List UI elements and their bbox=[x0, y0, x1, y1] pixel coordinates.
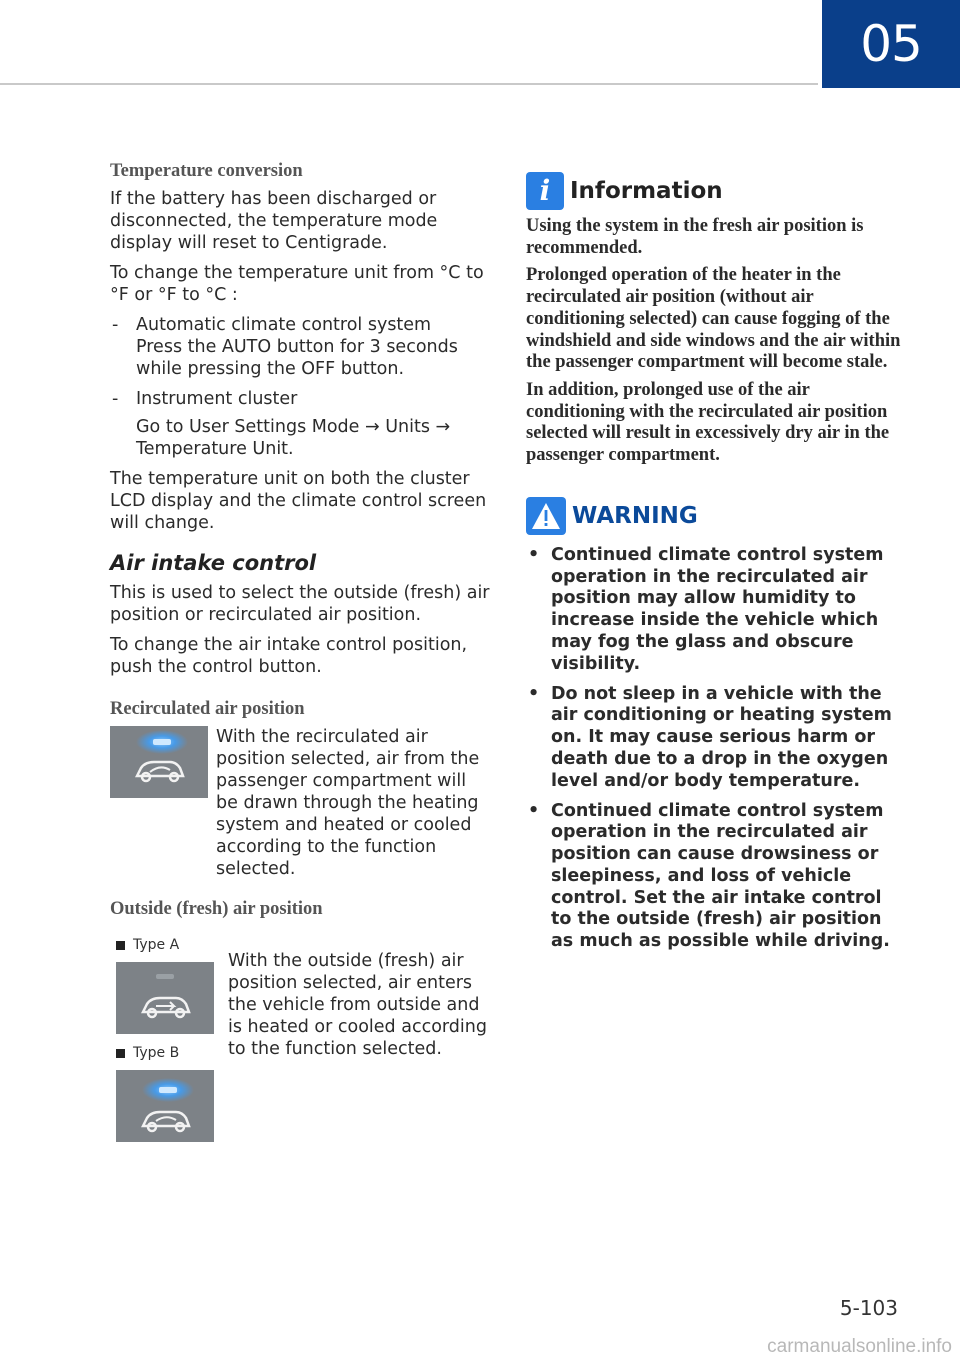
list-item: - Automatic climate control system Press the AUTO button for 3 seconds while pressing the OFF button. bbox=[110, 314, 490, 380]
warning-list bbox=[526, 545, 906, 953]
warning-item: • Do not sleep in a vehicle with the air conditioning or heating system on. It may cause serious harm or death due to a drop in the oxygen level and/or body temperature. bbox=[526, 684, 906, 793]
air-intake-heading: Air intake control bbox=[110, 551, 317, 575]
type-b-label: Type B bbox=[116, 1042, 214, 1064]
information-body bbox=[526, 216, 906, 467]
type-b-button-image bbox=[116, 1070, 214, 1142]
right-column bbox=[526, 160, 906, 961]
temp-para-1: If the battery has been discharged or disconnected, the temperature mode display will reset to Centigrade. bbox=[110, 189, 438, 253]
warning-item: • Continued climate control system operation in the recirculated air position can cause drowsiness or sleepiness, and loss of vehicle control. Set the air intake control to the outside (fresh) air position as much as possible while driving. bbox=[526, 801, 906, 954]
left-column bbox=[110, 160, 490, 1152]
outside-air-text: With the outside (fresh) air position selected, air enters the vehicle from outside and is heated or cooled according to the function selected. bbox=[228, 951, 487, 1059]
type-a-button-image bbox=[116, 962, 214, 1034]
type-images bbox=[110, 926, 214, 1142]
page-number: 5-103 bbox=[839, 1296, 898, 1320]
info-paragraph: In addition, prolonged use of the air conditioning with the recirculated air position selected will result in excessively dry air in the passenger compartment. bbox=[526, 379, 890, 466]
air-intake-para-1: This is used to select the outside (fresh) air position or recirculated air position. bbox=[110, 583, 490, 625]
warning-item: • Continued climate control system operation in the recirculated air position may allow humidity to increase inside the vehicle which may fog the glass and obscure visibility. bbox=[526, 545, 906, 676]
info-icon: i bbox=[526, 172, 564, 210]
list-item: - Instrument cluster Go to User Settings Mode → Units → Temperature Unit. bbox=[110, 388, 490, 460]
info-paragraph: Using the system in the fresh air position is recommended. bbox=[526, 216, 864, 258]
air-intake-para-2: To change the air intake control position, push the control button. bbox=[110, 635, 468, 677]
recirculated-heading: Recirculated air position bbox=[110, 699, 305, 719]
recirculated-block bbox=[110, 726, 490, 880]
watermark: carmanualsonline.info bbox=[767, 1336, 952, 1357]
type-a-label: Type A bbox=[116, 934, 214, 956]
warning-icon bbox=[526, 497, 566, 535]
temp-para-3: The temperature unit on both the cluster LCD display and the climate control screen will change. bbox=[110, 469, 487, 533]
bullet-square-icon bbox=[116, 1049, 125, 1058]
header-rule bbox=[0, 83, 818, 85]
list-item-label: Automatic climate control system bbox=[136, 315, 432, 335]
temperature-conversion-heading: Temperature conversion bbox=[110, 161, 303, 181]
list-item-label: Instrument cluster bbox=[136, 389, 298, 409]
list-item-detail: Go to User Settings Mode → Units → Temperature Unit. bbox=[136, 417, 451, 459]
info-paragraph: Prolonged operation of the heater in the recirculated air position (without air conditioning selected) can cause fogging of the windshield and side windows and the air within the passenger compartment will become stale. bbox=[526, 265, 901, 373]
bullet-square-icon bbox=[116, 941, 125, 950]
recirculated-text: With the recirculated air position selected, air from the passenger compartment will be drawn through the heating system and heated or cooled according to the function selected. bbox=[216, 727, 480, 879]
temp-para-2: To change the temperature unit from °C to °F or °F to °C : bbox=[110, 263, 484, 305]
information-heading: i Information bbox=[526, 172, 906, 210]
list-item-detail: Press the AUTO button for 3 seconds while pressing the OFF button. bbox=[136, 337, 458, 379]
warning-heading: WARNING bbox=[526, 497, 906, 535]
chapter-number: 05 bbox=[822, 0, 960, 88]
recirculated-button-image bbox=[110, 726, 208, 798]
outside-air-block bbox=[110, 926, 490, 1142]
outside-air-heading: Outside (fresh) air position bbox=[110, 899, 323, 919]
